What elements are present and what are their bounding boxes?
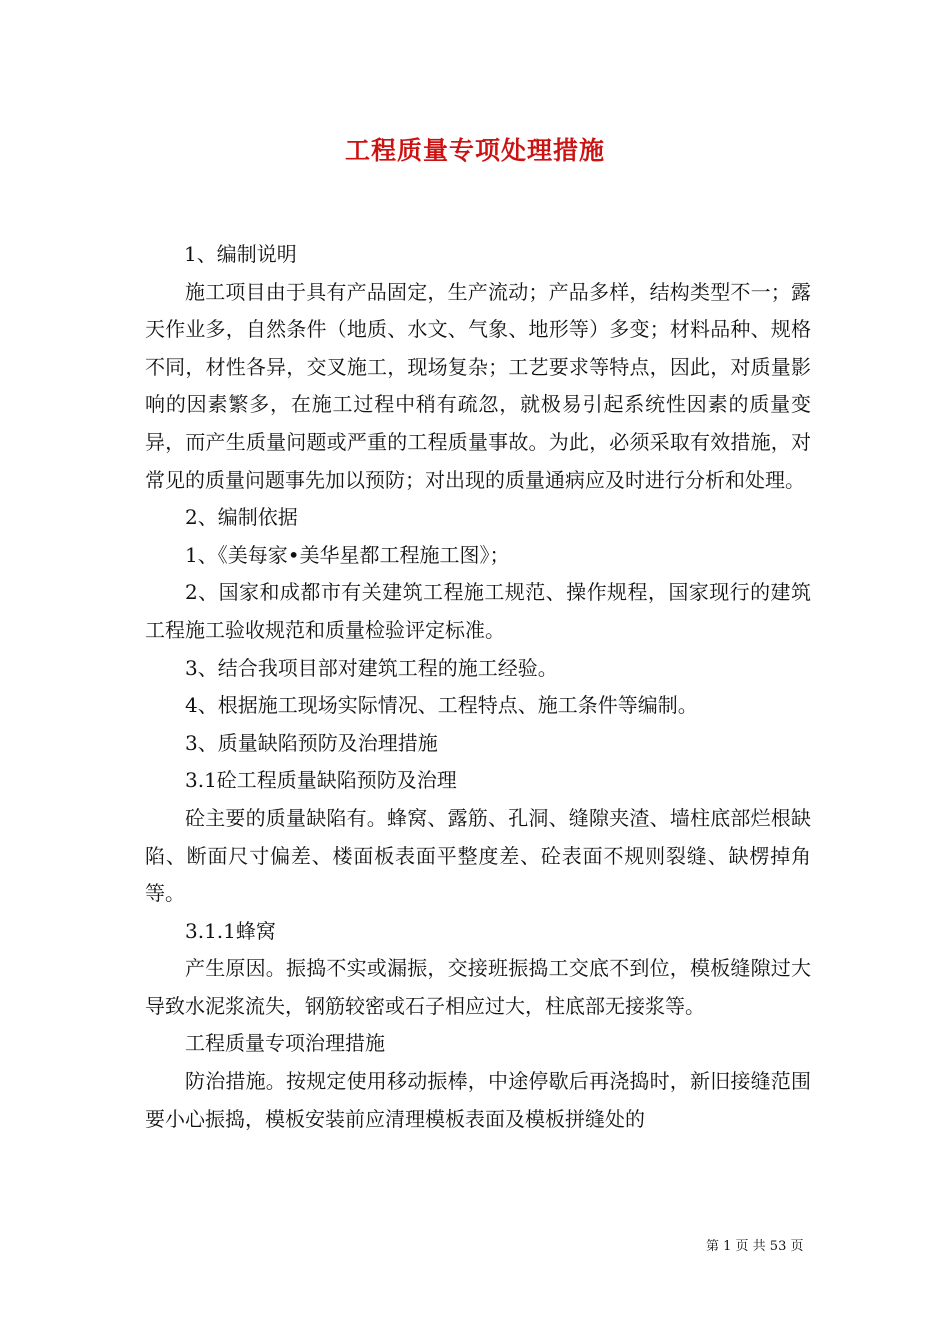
document-title: 工程质量专项处理措施: [344, 136, 605, 165]
paragraph-subsection-3-1-1-heading: 3.1.1蜂窝: [185, 918, 276, 943]
paragraph-basis-4: 4、根据施工现场实际情况、工程特点、施工条件等编制。: [185, 693, 698, 718]
paragraph-description: 施工项目由于具有产品固定，生产流动；产品多样，结构类型不一；露天作业多，自然条件（地质、水文、气象、地形等）多变；材料品种、规格不同，材性各异，交叉施工，现场复杂；工艺要求等特点，因此，对质量影响的因素繁多，在施工过程中稍有疏忽，就极易引起系统性因素的质量变异，而产生质量问题或严重的工程质量事故。为此，必须采取有效措施，对常见的质量问题事先加以预防；对出现的质量通病应及时进行分析和处理。: [145, 279, 811, 492]
paragraph-basis-1: 1、《美每家•美华星都工程施工图》；: [185, 542, 510, 567]
paragraph-causes: 产生原因。振捣不实或漏振，交接班振捣工交底不到位，模板缝隙过大导致水泥浆流失，钢筋较密或石子相应过大，柱底部无接浆等。: [145, 956, 811, 1018]
document-body: [145, 236, 811, 1138]
paragraph-measures: 防治措施。按规定使用移动振棒，中途停歇后再浇捣时，新旧接缝范围要小心振捣，模板安装前应清理模板表面及模板拼缝处的: [145, 1069, 811, 1131]
paragraph-section-1-heading: 1、编制说明: [184, 242, 297, 266]
paragraph-section-3-heading: 3、质量缺陷预防及治理措施: [185, 730, 438, 755]
paragraph-basis-3: 3、结合我项目部对建筑工程的施工经验。: [185, 655, 558, 680]
page-number-footer: 第 1 页 共 53 页: [706, 1239, 804, 1254]
paragraph-section-2-heading: 2、编制依据: [185, 505, 298, 530]
paragraph-running-header: 工程质量专项治理措施: [185, 1031, 385, 1056]
paragraph-subsection-3-1-heading: 3.1砼工程质量缺陷预防及治理: [185, 768, 457, 793]
paragraph-basis-2: 2、国家和成都市有关建筑工程施工规范、操作规程，国家现行的建筑工程施工验收规范和质量检验评定标准。: [145, 580, 811, 642]
paragraph-defects: 砼主要的质量缺陷有。蜂窝、露筋、孔洞、缝隙夹渣、墙柱底部烂根缺陷、断面尺寸偏差、楼面板表面平整度差、砼表面不规则裂缝、缺楞掉角等。: [145, 805, 811, 906]
